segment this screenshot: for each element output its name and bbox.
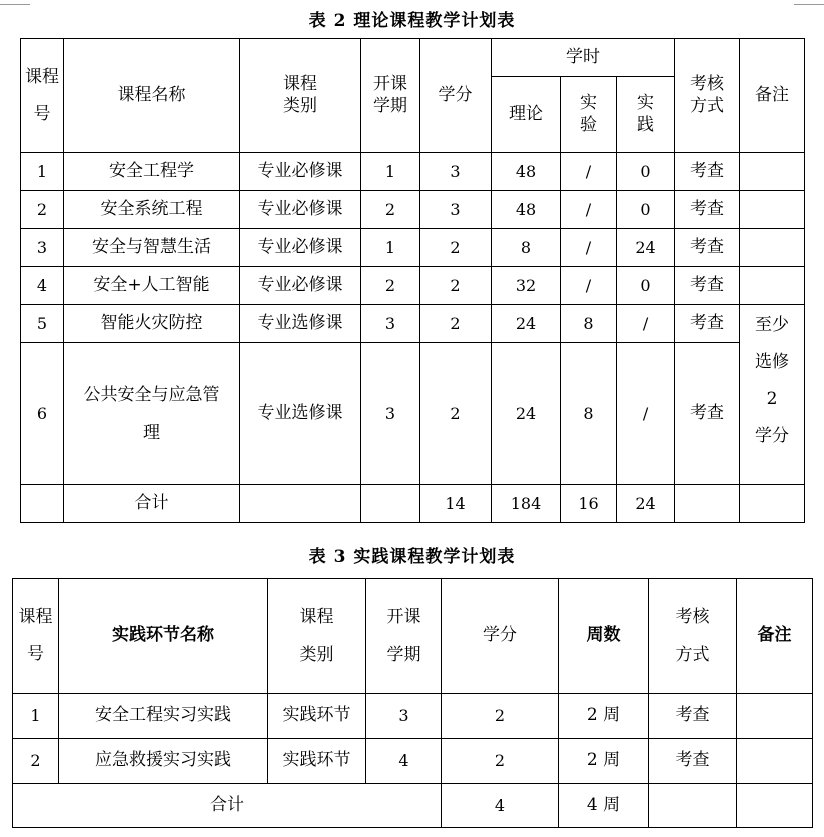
- cell-type: 专业必修课: [240, 191, 361, 229]
- cell-type: 实践环节: [268, 694, 366, 739]
- cell-empty: [740, 485, 805, 523]
- cell-type: 专业选修课: [240, 305, 361, 343]
- header-theory: 理论: [492, 77, 561, 153]
- table3-total-row: [13, 784, 813, 828]
- cell-code: 1: [21, 153, 64, 191]
- cell-empty: [240, 485, 361, 523]
- cell-empty: [649, 784, 737, 828]
- cell-credit: 3: [420, 153, 492, 191]
- cell-name: 应急救援实习实践: [59, 739, 268, 784]
- cell-credit: 2: [420, 229, 492, 267]
- header-weeks: 周数: [559, 579, 649, 694]
- cell-practice: 0: [617, 153, 675, 191]
- cell-code: 1: [13, 694, 59, 739]
- cell-experiment: /: [561, 267, 617, 305]
- cell-practice: /: [617, 305, 675, 343]
- table3-header-row: [13, 579, 813, 694]
- cell-term: 2: [361, 191, 420, 229]
- cell-assessment: 考查: [675, 343, 740, 485]
- table-row: [21, 343, 805, 485]
- cell-theory: 48: [492, 153, 561, 191]
- cell-code: 3: [21, 229, 64, 267]
- cell-credit: 3: [420, 191, 492, 229]
- header-note: 备注: [740, 39, 805, 153]
- cell-term: 1: [361, 153, 420, 191]
- total-credit: 4: [442, 784, 559, 828]
- header-experiment: 实 验: [561, 77, 617, 153]
- header-course-name: 课程名称: [64, 39, 240, 153]
- elective-note: 至少 选修 2 学分: [740, 305, 805, 485]
- cell-name: 安全系统工程: [64, 191, 240, 229]
- header-term: 开课 学期: [361, 39, 420, 153]
- cell-note: [737, 694, 813, 739]
- table2-caption: 表 2 理论课程教学计划表: [308, 11, 516, 31]
- corner-mark-right: [794, 4, 824, 5]
- cell-term: 3: [361, 343, 420, 485]
- cell-credit: 2: [442, 739, 559, 784]
- cell-name: 智能火灾防控: [64, 305, 240, 343]
- cell-term: 3: [361, 305, 420, 343]
- cell-note: [740, 191, 805, 229]
- cell-experiment: /: [561, 229, 617, 267]
- total-credit: 14: [420, 485, 492, 523]
- table-row: [21, 267, 805, 305]
- cell-name: 安全+人工智能: [64, 267, 240, 305]
- cell-note: [740, 229, 805, 267]
- total-experiment: 16: [561, 485, 617, 523]
- cell-code: 2: [21, 191, 64, 229]
- header-course-type: 课程 类别: [240, 39, 361, 153]
- cell-practice: 0: [617, 191, 675, 229]
- practice-course-table: [12, 578, 813, 828]
- cell-credit: 2: [420, 343, 492, 485]
- cell-theory: 32: [492, 267, 561, 305]
- cell-theory: 24: [492, 343, 561, 485]
- cell-term: 3: [366, 694, 442, 739]
- cell-type: 实践环节: [268, 739, 366, 784]
- header-course-type: 课程 类别: [268, 579, 366, 694]
- cell-note: [740, 267, 805, 305]
- cell-name: 安全工程学: [64, 153, 240, 191]
- cell-credit: 2: [442, 694, 559, 739]
- cell-assessment: 考查: [649, 739, 737, 784]
- table3-caption: 表 3 实践课程教学计划表: [308, 547, 516, 567]
- header-note: 备注: [737, 579, 813, 694]
- cell-empty: [361, 485, 420, 523]
- table-row: [13, 739, 813, 784]
- theory-course-table: [20, 38, 805, 523]
- cell-experiment: /: [561, 191, 617, 229]
- cell-note: [740, 153, 805, 191]
- cell-term: 2: [361, 267, 420, 305]
- cell-name: 安全工程实习实践: [59, 694, 268, 739]
- cell-practice: 0: [617, 267, 675, 305]
- cell-code: 4: [21, 267, 64, 305]
- cell-assessment: 考查: [675, 267, 740, 305]
- table-row: [21, 305, 805, 343]
- cell-assessment: 考查: [675, 305, 740, 343]
- cell-practice: /: [617, 343, 675, 485]
- header-course-code: 课程号: [21, 39, 64, 153]
- header-course-code: 课程号: [13, 579, 59, 694]
- cell-weeks: 2 周: [559, 739, 649, 784]
- header-credit: 学分: [420, 39, 492, 153]
- cell-assessment: 考查: [649, 694, 737, 739]
- table-row: [21, 229, 805, 267]
- cell-theory: 24: [492, 305, 561, 343]
- header-assessment: 考核 方式: [649, 579, 737, 694]
- cell-experiment: 8: [561, 343, 617, 485]
- cell-assessment: 考查: [675, 153, 740, 191]
- cell-theory: 8: [492, 229, 561, 267]
- total-theory: 184: [492, 485, 561, 523]
- cell-credit: 2: [420, 305, 492, 343]
- cell-credit: 2: [420, 267, 492, 305]
- total-practice: 24: [617, 485, 675, 523]
- cell-type: 专业必修课: [240, 267, 361, 305]
- cell-code: 2: [13, 739, 59, 784]
- cell-type: 专业必修课: [240, 153, 361, 191]
- total-weeks: 4 周: [559, 784, 649, 828]
- cell-experiment: /: [561, 153, 617, 191]
- cell-assessment: 考查: [675, 191, 740, 229]
- header-hours: 学时: [492, 39, 675, 77]
- header-credit: 学分: [442, 579, 559, 694]
- cell-name: 安全与智慧生活: [64, 229, 240, 267]
- header-practice-name: 实践环节名称: [59, 579, 268, 694]
- cell-name: 公共安全与应急管 理: [64, 343, 240, 485]
- table-row: [21, 191, 805, 229]
- header-practice: 实 践: [617, 77, 675, 153]
- cell-term: 4: [366, 739, 442, 784]
- cell-empty: [737, 784, 813, 828]
- cell-note: [737, 739, 813, 784]
- cell-theory: 48: [492, 191, 561, 229]
- cell-assessment: 考查: [675, 229, 740, 267]
- total-label: 合计: [13, 784, 442, 828]
- corner-mark-left: [0, 4, 30, 5]
- cell-term: 1: [361, 229, 420, 267]
- cell-practice: 24: [617, 229, 675, 267]
- cell-type: 专业选修课: [240, 343, 361, 485]
- header-term: 开课 学期: [366, 579, 442, 694]
- table-row: [13, 694, 813, 739]
- table2-header-row-1: [21, 39, 805, 77]
- cell-experiment: 8: [561, 305, 617, 343]
- cell-empty: [675, 485, 740, 523]
- header-assessment: 考核 方式: [675, 39, 740, 153]
- cell-code: 6: [21, 343, 64, 485]
- table2-total-row: [21, 485, 805, 523]
- cell-code: 5: [21, 305, 64, 343]
- cell-empty: [21, 485, 64, 523]
- total-label: 合计: [64, 485, 240, 523]
- cell-type: 专业必修课: [240, 229, 361, 267]
- table-row: [21, 153, 805, 191]
- cell-weeks: 2 周: [559, 694, 649, 739]
